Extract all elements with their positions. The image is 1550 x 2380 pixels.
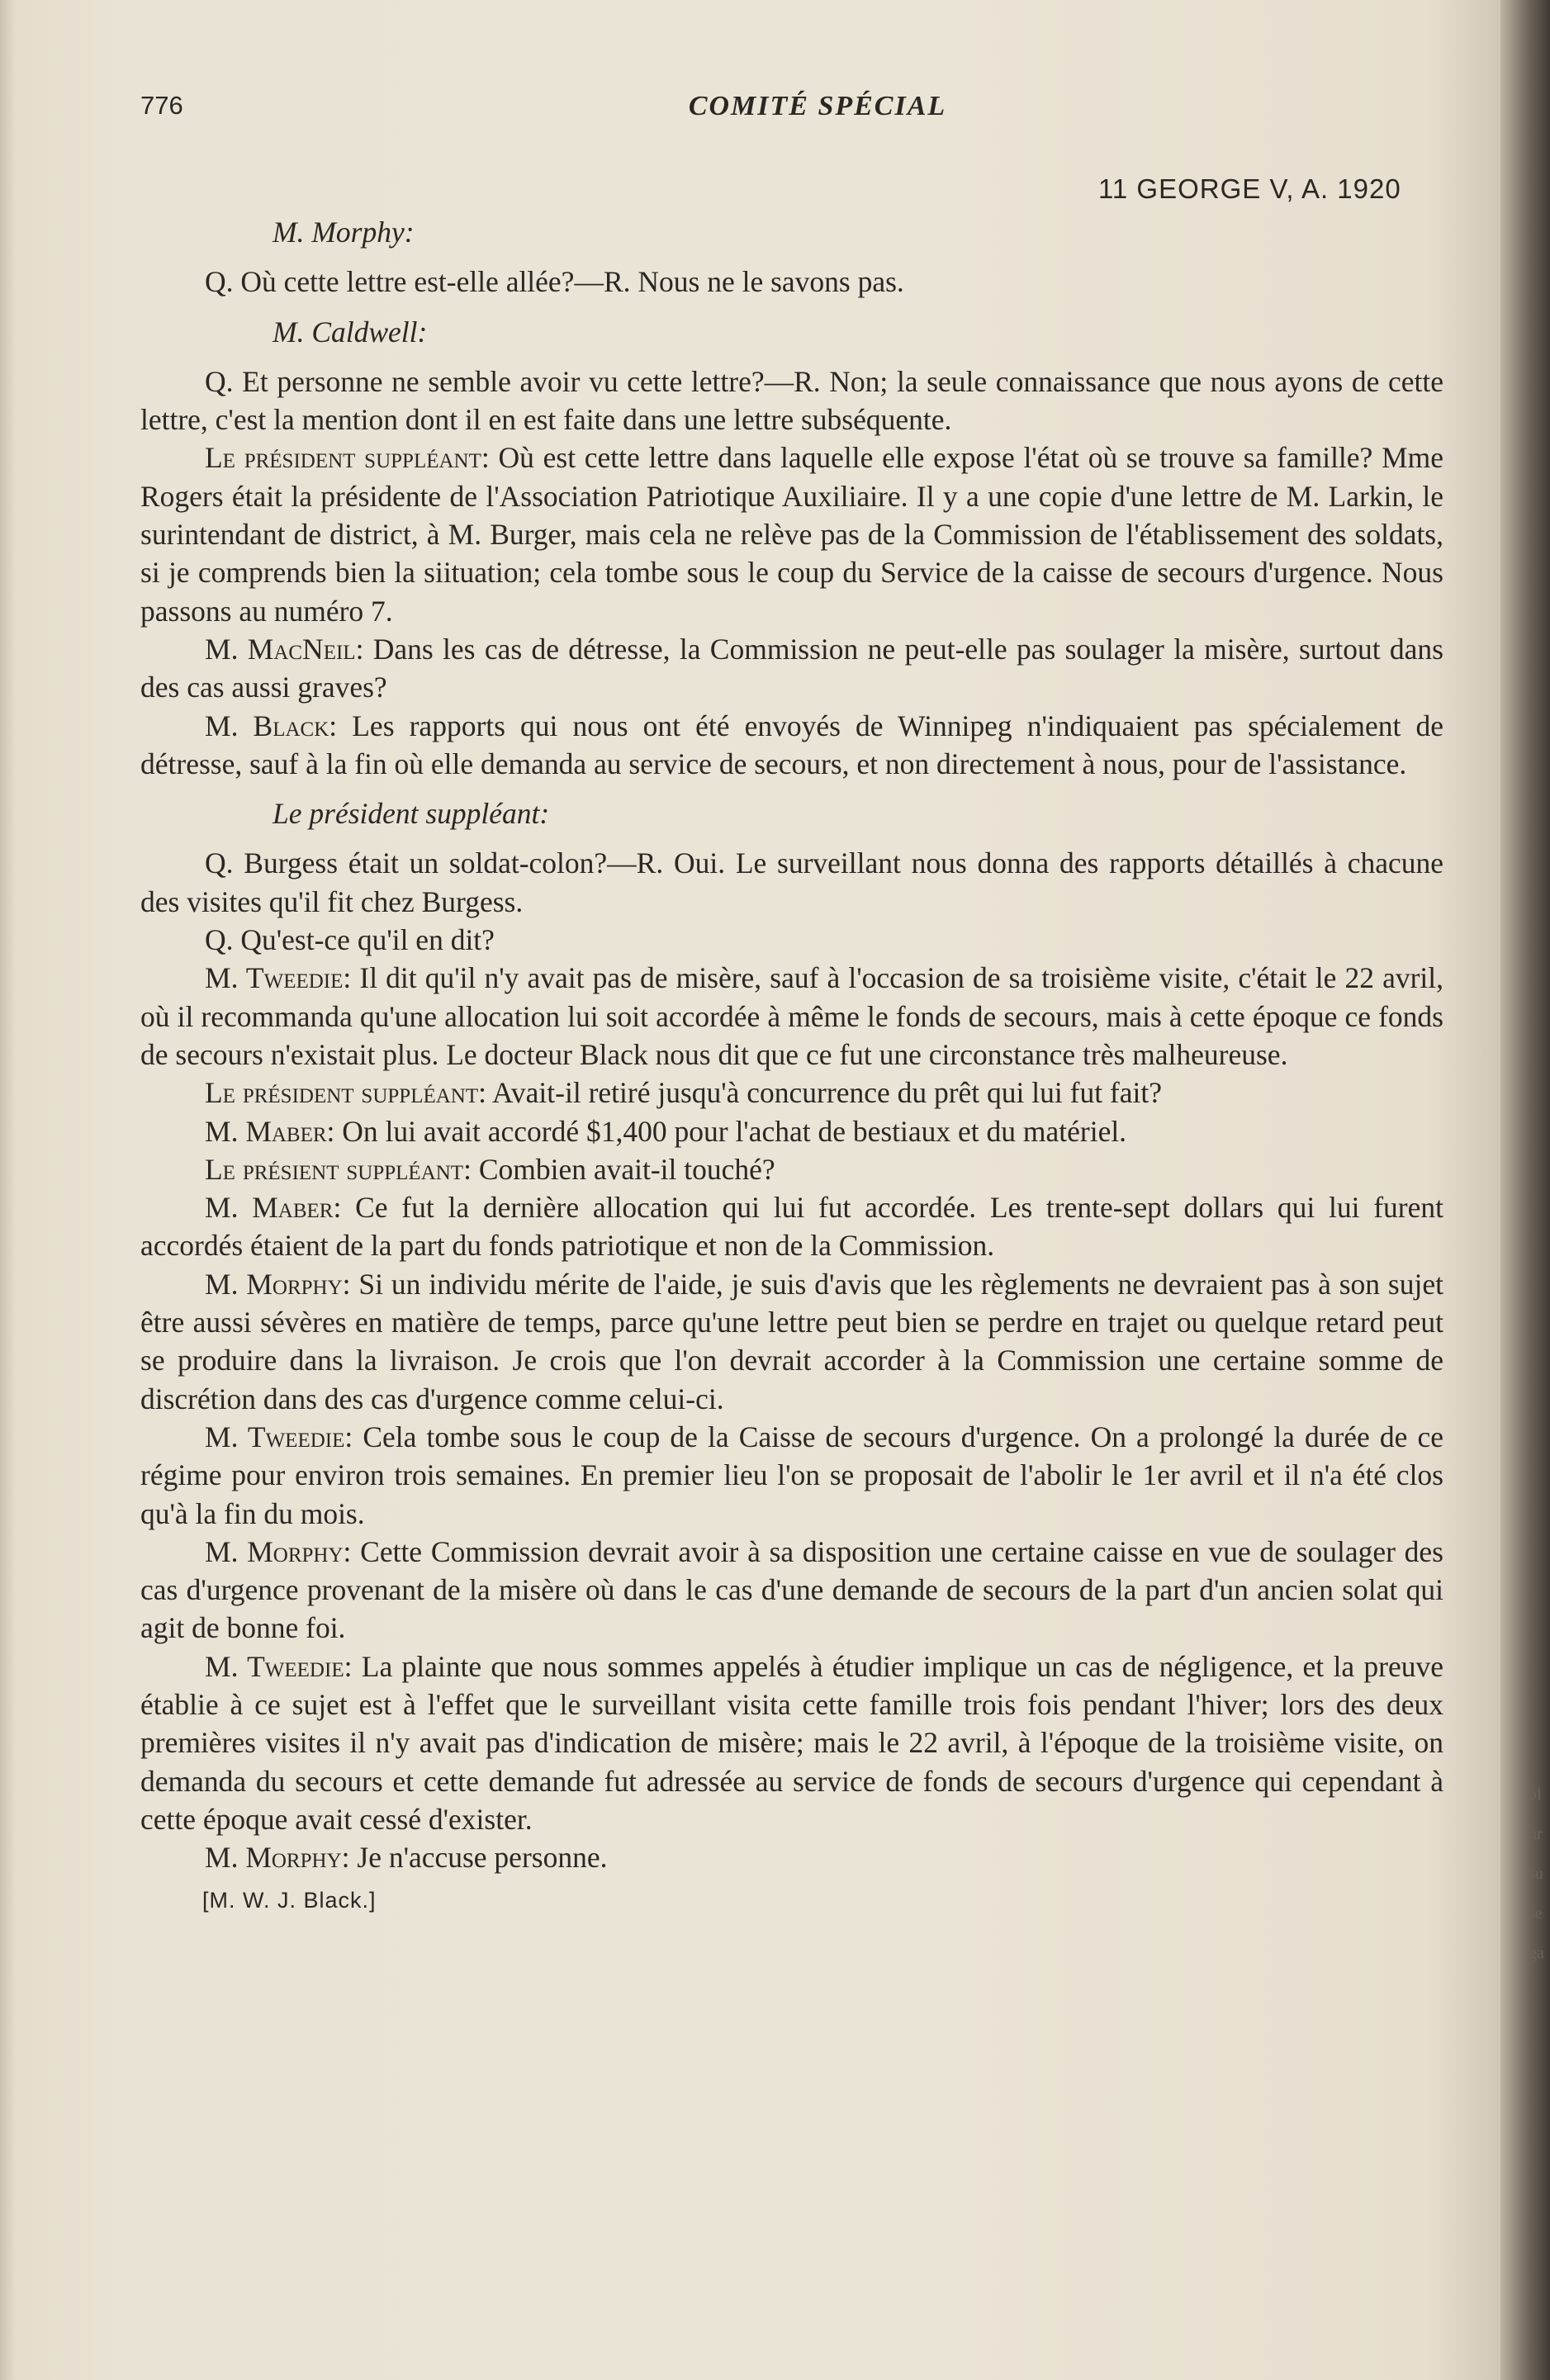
speaker-name: M. Morphy: <box>205 1534 352 1568</box>
speech-paragraph <box>140 1418 1443 1533</box>
speaker-name: M. MacNeil: <box>205 632 364 666</box>
speech-paragraph <box>140 1838 1443 1876</box>
speaker-name: M. Maber: <box>205 1191 342 1225</box>
witness-signature: [M. W. J. Black.] <box>202 1888 377 1913</box>
speech-text: Si un individu mérite de l'aide, je suis d'avis que les règlements ne devraient pas à son sujet être aussi sévères en matière de temps, parce qu'une lettre peut bien se perdre en trajet ou quelque retard peut se produire dans la livraison. Je crois que l'on devrait accorder à la Commission une certaine somme de discrétion dans des cas d'urgence comme celui-ci. <box>140 1267 1443 1415</box>
speaker-name: M. Tweedie: <box>205 961 352 995</box>
speech-text: Combien avait-il touché? <box>478 1152 775 1186</box>
speaker-heading: Le président suppléant: <box>273 797 550 831</box>
qa-line: Q. Qu'est-ce qu'il en dit? <box>205 923 495 957</box>
margin-fragment: se <box>1529 1904 1543 1922</box>
speaker-name: M. Tweedie: <box>205 1420 353 1453</box>
margin-fragment: pl <box>1529 1785 1542 1804</box>
speech-text: On lui avait accordé $1,400 pour l'achat de bestiaux et du matériel. <box>342 1114 1127 1148</box>
speech-paragraph <box>140 1533 1443 1648</box>
page-left-shadow <box>0 0 15 2380</box>
speech-text: Où est cette lettre dans laquelle elle expose l'état où se trouve sa famille? Mme Rogers était la présidente de l'Association Patriotique Auxiliaire. Il y a une copie d'une lettre de M. Larkin, le surintendant de district, à M. Burger, mais cela ne relève pas de la Commission de l'établissement des soldats, si je comprends bien la siituation; cela tombe sous le coup du Service de la caisse de secours d'urgence. Nous passons au numéro 7. <box>140 441 1443 628</box>
speech-paragraph <box>140 1074 1443 1112</box>
session-label: 11 GEORGE V, A. 1920 <box>1098 173 1401 204</box>
speaker-name: Le président suppléant: <box>205 441 490 475</box>
qa-line: Q. Et personne ne semble avoir vu cette lettre?—R. Non; la seule connaissance que nous ayons de cette lettre, c'est la mention dont il en est faite dans une lettre subséquente. <box>140 364 1443 437</box>
speech-paragraph <box>140 1150 1443 1188</box>
speech-text: La plainte que nous sommes appelés à étudier implique un cas de négligence, et la preuve établie à ce sujet est à l'effet que le surveillant visita cette famille trois fois pendant l'hiver; lors des deux premières visites il n'y avait pas d'indication de misère; mais le 22 avril, à l'époque de la troisième visite, on demanda du secours et cette demande fut adressée au service de fonds de secours d'urgence qui cependant à cette époque avait cessé d'exister. <box>140 1649 1443 1836</box>
speech-paragraph <box>140 959 1443 1074</box>
speech-text: Ce fut la dernière allocation qui lui fut accordée. Les trente-sept dollars qui lui furent accordés étaient de la part du fonds patriotique et non de la Commission. <box>140 1191 1444 1263</box>
margin-fragment: su <box>1529 1865 1543 1883</box>
qa-line: Q. Burgess était un soldat-colon?—R. Oui. Le surveillant nous donna des rapports détaillés à chacune des visites qu'il fit chez Burgess. <box>140 846 1443 918</box>
speech-paragraph <box>140 439 1443 629</box>
qa-line: Q. Où cette lettre est-elle allée?—R. Nous ne le savons pas. <box>205 265 904 299</box>
speech-text: Il dit qu'il n'y avait pas de misère, sauf à l'occasion de sa troisième visite, c'était le 22 avril, où il recommanda qu'une allocation lui soit accordée à même le fonds de secours, mais à cette époque ce fonds de secours n'existait plus. Le docteur Black nous dit que ce fut une circonstance très malheureuse. <box>140 961 1443 1071</box>
speech-text: Je n'accuse personne. <box>357 1841 608 1875</box>
margin-fragment: ur <box>1529 1825 1543 1843</box>
speech-paragraph <box>140 1648 1443 1838</box>
speech-text: Avait-il retiré jusqu'à concurrence du prêt qui lui fut fait? <box>491 1076 1162 1110</box>
speaker-name: Le président suppléant: <box>205 1076 486 1110</box>
running-title: COMITÉ SPÉCIAL <box>688 91 947 121</box>
speech-paragraph <box>140 1188 1443 1265</box>
speech-paragraph <box>140 1112 1443 1150</box>
speaker-heading: M. Caldwell: <box>273 315 428 348</box>
speaker-name: M. Morphy: <box>205 1841 350 1875</box>
speaker-name: Le présient suppléant: <box>205 1152 472 1186</box>
speaker-heading: M. Morphy: <box>273 216 415 249</box>
page-number: 776 <box>140 91 183 120</box>
speech-text: Cela tombe sous le coup de la Caisse de secours d'urgence. On a prolongé la durée de ce régime pour environ trois semaines. En premier lieu l'on se proposait de l'abolir le 1er avril et il n'a été clos qu'à la fin du mois. <box>140 1420 1444 1530</box>
page-binding-edge <box>1500 0 1550 2380</box>
transcript-body <box>140 213 1443 1920</box>
speech-paragraph <box>140 707 1443 784</box>
speech-text: Les rapports qui nous ont été envoyés de Winnipeg n'indiquaient pas spécialement de détresse, sauf à la fin où elle demanda au service de secours, et non directement à nous, pour de l'assistance. <box>140 709 1443 780</box>
margin-fragment: ga <box>1529 1944 1544 1962</box>
speech-paragraph <box>140 630 1443 707</box>
speech-text: Cette Commission devrait avoir à sa disposition une certaine caisse en vue de soulager des cas d'urgence provenant de la misère où dans le cas d'une demande de secours de la part d'un ancien solat qui agit de bonne foi. <box>140 1534 1443 1645</box>
speaker-name: M. Morphy: <box>205 1267 351 1301</box>
speech-text: Dans les cas de détresse, la Commission ne peut-elle pas soulager la misère, surtout dans des cas aussi graves? <box>140 632 1443 704</box>
speaker-name: M. Maber: <box>205 1114 335 1148</box>
speaker-name: M. Tweedie: <box>205 1649 353 1683</box>
speaker-name: M. Black: <box>205 709 338 742</box>
speech-paragraph <box>140 1265 1443 1418</box>
